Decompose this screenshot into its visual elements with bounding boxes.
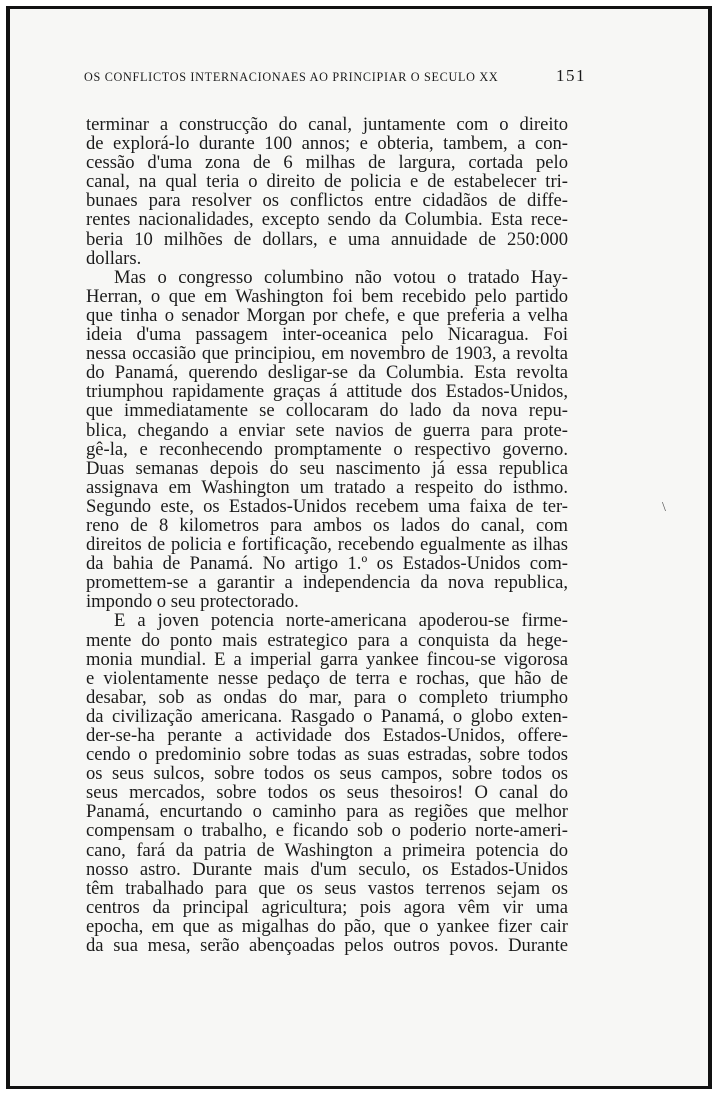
text-line: Mas o congresso columbino não votou o tratado Hay- xyxy=(114,267,568,287)
text-line: ideia d'uma passagem inter-oceanica pelo Nicaragua. Foi xyxy=(86,325,568,345)
text-line: têm trabalhado para que os seus vastos terrenos sejam os xyxy=(86,878,568,898)
text-line: cessão d'uma zona de 6 milhas de largura, cortada pelo xyxy=(86,153,568,173)
text-line: direitos de policia e fortificação, recebendo egualmente as ilhas xyxy=(86,535,568,555)
running-header xyxy=(84,66,586,86)
text-line: nessa occasião que principiou, em novembro de 1903, a revolta xyxy=(86,344,568,364)
text-line: Panamá, encurtando o caminho para as regiões que melhor xyxy=(86,802,568,822)
page-number: 151 xyxy=(556,66,586,85)
text-line: der-se-ha perante a actividade dos Estados-Unidos, offere- xyxy=(86,726,568,746)
text-line: desabar, sob as ondas do mar, para o completo triumpho xyxy=(86,687,568,707)
text-line: os seus sulcos, sobre todos os seus campos, sobre todos os xyxy=(86,764,568,784)
text-line: epocha, em que as migalhas do pão, que o yankee fizer cair xyxy=(86,916,568,937)
text-line: assignava em Washington um tratado a respeito do isthmo. xyxy=(86,477,568,497)
text-line: dollars. xyxy=(86,248,142,268)
body-text xyxy=(86,115,568,955)
text-line: nosso astro. Durante mais d'um seculo, os Estados-Unidos xyxy=(86,859,568,879)
text-line: Duas semanas depois do seu nascimento já essa republica xyxy=(86,458,568,478)
text-line: blica, chegando a enviar sete navios de guerra para prote- xyxy=(86,420,568,440)
text-line: canal, na qual teria o direito de policia e de estabelecer tri- xyxy=(86,172,568,192)
text-line: promettem-se a garantir a independencia da nova republica, xyxy=(86,573,568,593)
text-line: monia mundial. E a imperial garra yankee fincou-se vigorosa xyxy=(86,649,568,669)
text-line: beria 10 milhões de dollars, e uma annuidade de 250:000 xyxy=(86,229,568,249)
text-line: reno de 8 kilometros para ambos os lados do canal, com xyxy=(86,515,568,536)
text-line: Segundo este, os Estados-Unidos recebem uma faixa de ter- xyxy=(86,496,568,516)
text-line: Herran, o que em Washington foi bem recebido pelo partido xyxy=(86,286,568,306)
text-line: cano, fará da patria de Washington a primeira potencia do xyxy=(86,840,568,860)
stray-mark: \ xyxy=(662,500,666,515)
text-line: da bahia de Panamá. No artigo 1.º os Estados-Unidos com- xyxy=(86,554,568,574)
text-line: impondo o seu protectorado. xyxy=(86,592,299,612)
text-line: do Panamá, querendo desligar-se da Columbia. Esta revolta xyxy=(86,363,568,383)
text-line: que immediatamente se collocaram do lado da nova repu- xyxy=(86,401,568,421)
text-line: terminar a construcção do canal, juntamente com o direito xyxy=(86,115,568,135)
text-line: da civilização americana. Rasgado o Panamá, o globo exten- xyxy=(86,706,568,726)
text-line: bunaes para resolver os conflictos entre cidadãos de diffe- xyxy=(86,191,568,211)
text-line: centros da principal agricultura; pois agora vêm vir uma xyxy=(86,897,568,917)
text-line: compensam o trabalho, e ficando sob o poderio norte-ameri- xyxy=(86,821,568,841)
text-line: da sua mesa, serão abençoadas pelos outros povos. Durante xyxy=(86,936,568,956)
text-line: mente do ponto mais estrategico para a conquista da hege- xyxy=(86,630,568,650)
text-line: que tinha o senador Morgan por chefe, e que preferia a velha xyxy=(86,305,568,326)
text-line: E a joven potencia norte-americana apoderou-se firme- xyxy=(114,611,568,631)
text-line: e violentamente nesse pedaço de terra e rochas, que hão de xyxy=(86,668,568,688)
running-title: OS CONFLICTOS INTERNACIONAES AO PRINCIPIAR O SECULO XX xyxy=(84,70,499,84)
text-line: seus mercados, sobre todos os seus thesoiros! O canal do xyxy=(86,783,568,803)
text-line: de explorá-lo durante 100 annos; e obteria, tambem, a con- xyxy=(86,134,568,154)
text-line: triumphou rapidamente graças á attitude dos Estados-Unidos, xyxy=(86,382,568,402)
text-line: gê-la, e reconhecendo promptamente o respectivo governo. xyxy=(86,439,568,459)
text-line: rentes nacionalidades, excepto sendo da Columbia. Esta rece- xyxy=(86,210,568,230)
text-line: cendo o predominio sobre todas as suas estradas, sobre todos xyxy=(86,745,568,765)
